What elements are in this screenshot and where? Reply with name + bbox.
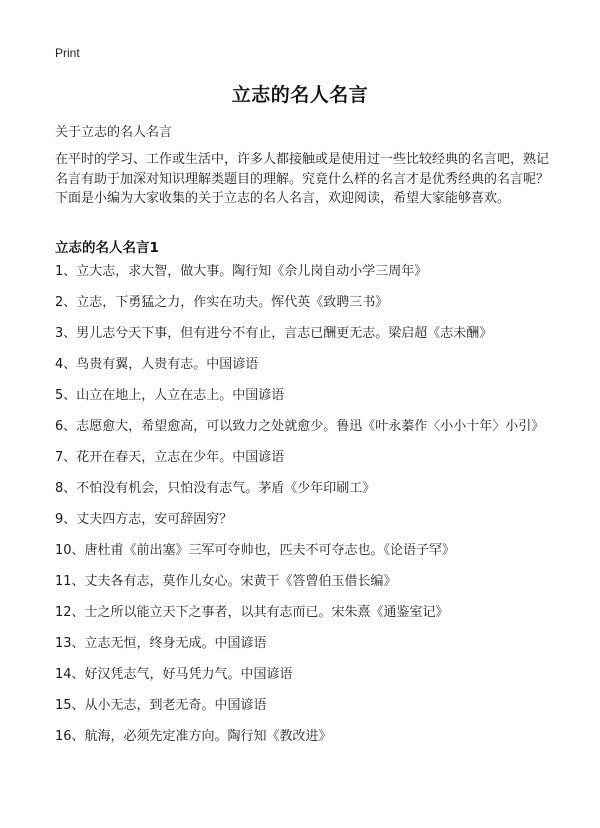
quote-list <box>55 262 555 758</box>
quote-item: 9、丈夫四方志，安可辞固穷？ <box>55 512 233 527</box>
quote-item: 10、唐杜甫《前出塞》三军可夺帅也，匹夫不可夺志也。《论语子罕》 <box>55 543 456 558</box>
quote-item: 14、好汉凭志气，好马凭力气。中国谚语 <box>55 667 293 682</box>
subtitle: 关于立志的名人名言 <box>55 125 173 140</box>
quote-item: 1、立大志，求大智，做大事。陶行知《佘儿岗自动小学三周年》 <box>55 264 428 279</box>
quote-item: 15、从小无志，到老无奇。中国谚语 <box>55 698 267 713</box>
quote-item: 4、鸟贵有翼，人贵有志。中国谚语 <box>55 357 259 372</box>
quote-item: 5、山立在地上，人立在志上。中国谚语 <box>55 388 285 403</box>
quote-item: 7、花开在春天，立志在少年。中国谚语 <box>55 450 285 465</box>
intro-paragraph: 在平时的学习、工作或生活中，许多人都接触或是使用过一些比较经典的名言吧，熟记名言有助于加深对知识理解类题目的理解。究竟什么样的名言才是优秀经典的名言呢？下面是小编为大家收集的关于立志的名人名言，欢迎阅读，希望大家能够喜欢。 <box>55 152 550 206</box>
quote-item: 11、丈夫各有志，莫作儿女心。宋黄干《答曾伯玉借长编》 <box>55 574 397 589</box>
quote-item: 3、男儿志兮天下事，但有进兮不有止，言志已酬更无志。梁启超《志未酬》 <box>55 326 493 341</box>
quote-item: 8、不怕没有机会，只怕没有志气。茅盾《少年印刷工》 <box>55 481 376 496</box>
section-heading: 立志的名人名言1 <box>55 240 159 256</box>
print-link[interactable]: Print <box>55 46 80 60</box>
quote-item: 12、士之所以能立天下之事者，以其有志而已。宋朱熹《通鉴室记》 <box>55 605 449 620</box>
page-title: 立志的名人名言 <box>231 84 369 106</box>
quote-item: 6、志愿愈大，希望愈高，可以致力之处就愈少。鲁迅《叶永蓁作〈小小十年〉小引》 <box>55 419 545 434</box>
quote-item: 2、立志，下勇猛之力，作实在功夫。恽代英《致聘三书》 <box>55 295 389 310</box>
quote-item: 13、立志无恒，终身无成。中国谚语 <box>55 636 267 651</box>
quote-item: 16、航海，必须先定准方向。陶行知《教改进》 <box>55 729 332 744</box>
